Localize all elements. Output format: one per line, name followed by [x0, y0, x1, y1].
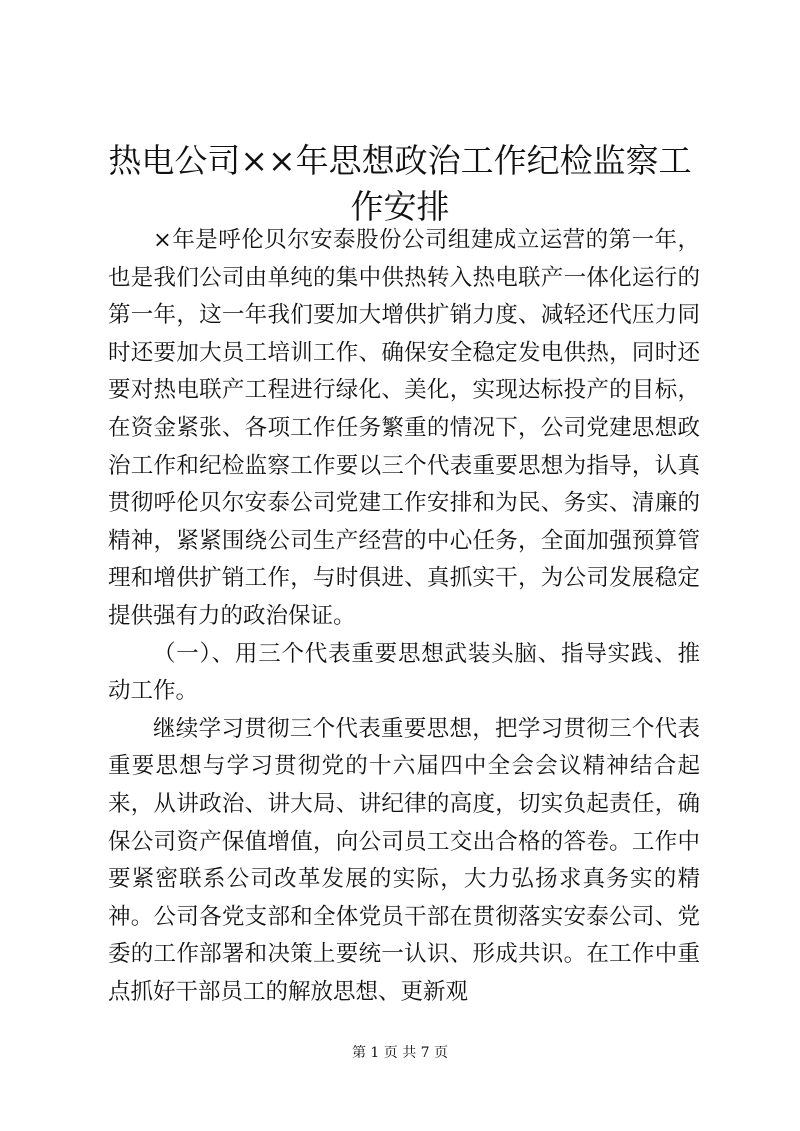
- document-body: [108, 222, 700, 1011]
- paragraph-section-1: 继续学习贯彻三个代表重要思想，把学习贯彻三个代表重要思想与学习贯彻党的十六届四中全会会议精神结合起来，从讲政治、讲大局、讲纪律的高度，切实负起责任，确保公司资产保值增值，向公司员工交出合格的答卷。工作中要紧密联系公司改革发展的实际，大力弘扬求真务实的精神。公司各党支部和全体党员干部在贯彻落实安泰公司、党委的工作部署和决策上要统一认识、形成共识。在工作中重点抓好干部员工的解放思想、更新观: [108, 715, 700, 1005]
- page-number-footer: 第 1 页 共 7 页: [351, 1045, 449, 1061]
- paragraph-intro: ×年是呼伦贝尔安泰股份公司组建成立运营的第一年，也是我们公司由单纯的集中供热转入热电联产一体化运行的第一年，这一年我们要加大增供扩销力度、减轻还代压力同时还要加大员工培训工作、确保安全稳定发电供热，同时还要对热电联产工程进行绿化、美化，实现达标投产的目标，在资金紧张、各项工作任务繁重的情况下，公司党建思想政治工作和纪检监察工作要以三个代表重要思想为指导，认真贯彻呼伦贝尔安泰公司党建工作安排和为民、务实、清廉的精神，紧紧围绕公司生产经营的中心任务，全面加强预算管理和增供扩销工作，与时俱进、真抓实干，为公司发展稳定提供强有力的政治保证。: [108, 227, 700, 629]
- document-title: 热电公司××年思想政治工作纪检监察工作安排: [108, 141, 692, 226]
- section-heading-1: （一）、用三个代表重要思想武装头脑、指导实践、推动工作。: [108, 640, 700, 705]
